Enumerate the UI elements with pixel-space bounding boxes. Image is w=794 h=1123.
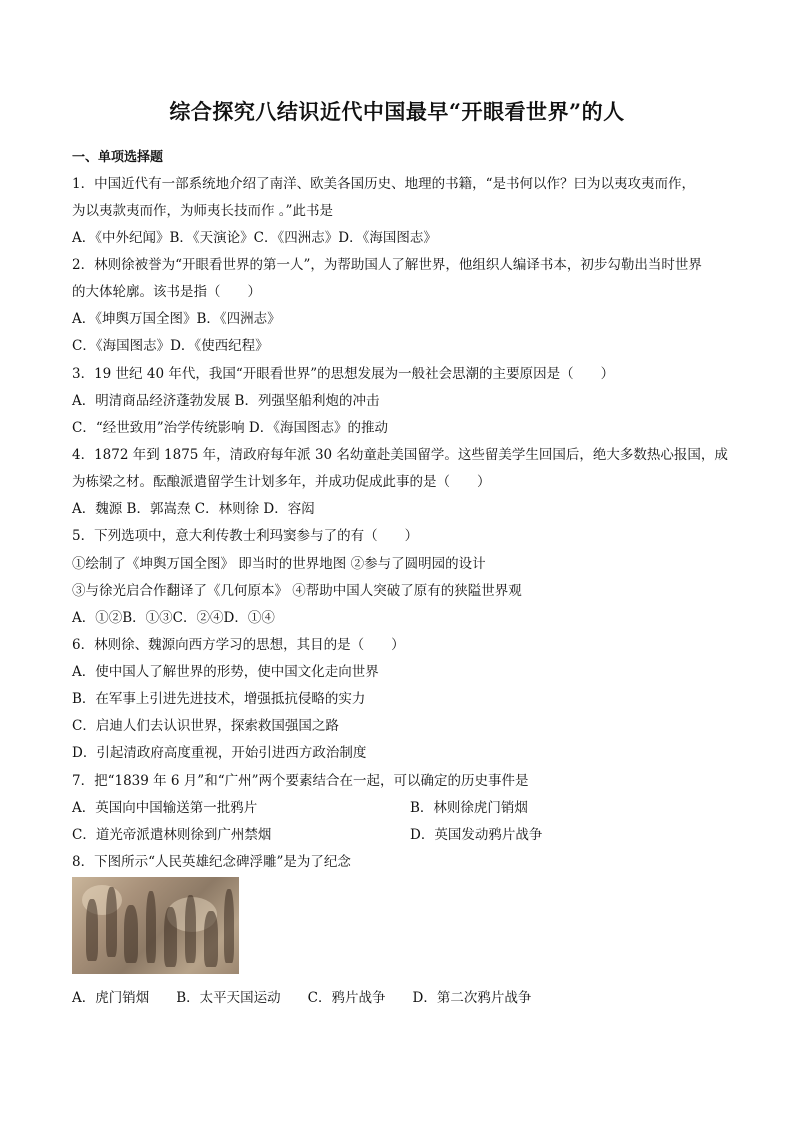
q7-stem: 7．把“1839 年 6 月”和“广州”两个要素结合在一起，可以确定的历史事件是 [72, 773, 529, 789]
q5-stem: 5．下列选项中，意大利传教士利玛窦参与了的有（ ） [72, 528, 419, 544]
q6-option-d: D．引起清政府高度重视，开始引进西方政治制度 [72, 745, 367, 761]
monument-relief-image [72, 877, 239, 974]
section-heading: 一、单项选择题 [72, 150, 164, 165]
q7-option-d: D．英国发动鸦片战争 [410, 827, 543, 843]
q3-stem: 3．19 世纪 40 年代，我国“开眼看世界”的思想发展为一般社会思潮的主要原因是（ ） [72, 366, 615, 382]
q5-item-line1: ①绘制了《坤舆万国全图》 即当时的世界地图 ②参与了圆明园的设计 [72, 556, 486, 572]
q6-option-a: A．使中国人了解世界的形势，使中国文化走向世界 [72, 664, 379, 680]
q2-options-line1: A．《坤舆万国全图》B．《四洲志》 [72, 311, 281, 327]
q4-stem-line2: 为栋梁之材。酝酿派遣留学生计划多年，并成功促成此事的是（ ） [72, 474, 491, 490]
q2-stem-line1: 2．林则徐被誉为“开眼看世界的第一人”，为帮助国人了解世界，他组织人编译书本，初步勾勒出当时世界 [72, 257, 702, 273]
q6-option-b: B．在军事上引进先进技术，增强抵抗侵略的实力 [72, 691, 366, 707]
q6-stem: 6．林则徐、魏源向西方学习的思想，其目的是（ ） [72, 637, 405, 653]
q5-item-line2: ③与徐光启合作翻译了《几何原本》 ④帮助中国人突破了原有的狭隘世界观 [72, 583, 522, 599]
q2-stem-line2: 的大体轮廓。该书是指（ ） [72, 284, 261, 300]
q1-stem-line2: 为以夷款夷而作，为师夷长技而作 。”此书是 [72, 203, 333, 219]
q3-options-line1: A．明清商品经济蓬勃发展 B．列强坚船利炮的冲击 [72, 393, 380, 409]
page-title: 综合探究八结识近代中国最早“开眼看世界”的人 [169, 99, 625, 124]
q1-stem-line1: 1．中国近代有一部系统地介绍了南洋、欧美各国历史、地理的书籍，“是书何以作？曰为以夷攻夷而作， [72, 176, 695, 192]
q7-option-b: B．林则徐虎门销烟 [410, 800, 528, 816]
q3-options-line2: C．“经世致用”治学传统影响 D．《海国图志》的推动 [72, 420, 388, 436]
q7-option-c: C．道光帝派遣林则徐到广州禁烟 [72, 827, 272, 843]
q4-options: A．魏源 B．郭嵩焘 C．林则徐 D．容闳 [72, 501, 315, 517]
q8-options: A．虎门销烟 B．太平天国运动 C．鸦片战争 D．第二次鸦片战争 [72, 990, 532, 1006]
q5-options: A．①②B．①③C．②④D．①④ [72, 610, 275, 626]
q7-option-a: A．英国向中国输送第一批鸦片 [72, 800, 258, 816]
q2-options-line2: C．《海国图志》D．《使西纪程》 [72, 338, 269, 354]
q6-option-c: C．启迪人们去认识世界，探索救国强国之路 [72, 718, 339, 734]
q1-options: A．《中外纪闻》B．《天演论》C．《四洲志》D．《海国图志》 [72, 230, 437, 246]
q8-stem: 8．下图所示“人民英雄纪念碑浮雕”是为了纪念 [72, 854, 351, 870]
q4-stem-line1: 4．1872 年到 1875 年，清政府每年派 30 名幼童赴美国留学。这些留美学生回国后，绝大多数热心报国，成 [72, 447, 728, 463]
